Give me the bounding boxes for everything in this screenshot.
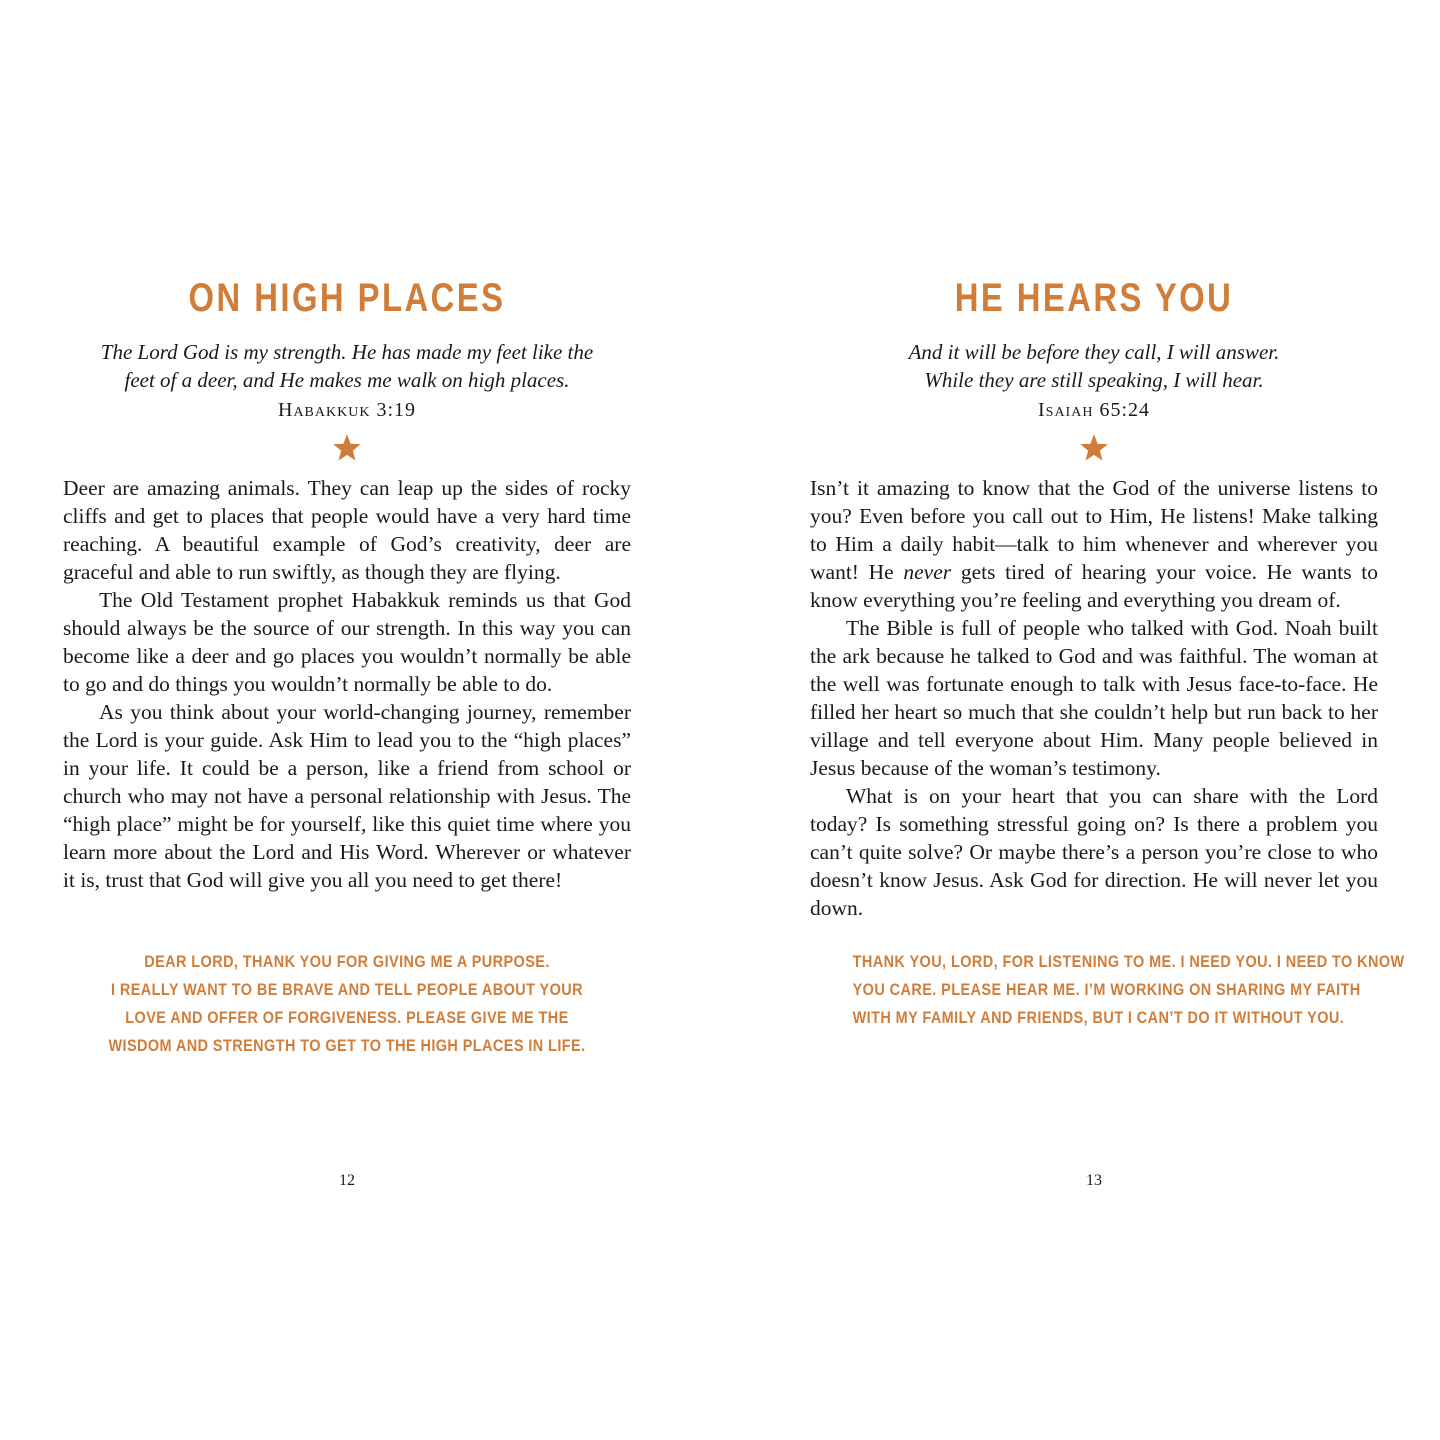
scripture-reference: Habakkuk 3:19 [278, 399, 416, 421]
verse-line: And it will be before they call, I will answer. [908, 340, 1280, 364]
prayer-line: WISDOM AND STRENGTH TO GET TO THE HIGH PLACES IN LIFE. [108, 1036, 586, 1055]
devotional-body [63, 474, 631, 894]
prayer-line: THANK YOU, LORD, FOR LISTENING TO ME. I NEED YOU. I NEED TO KNOW [852, 952, 1405, 971]
page-number: 12 [339, 1172, 355, 1189]
emphasis-text: never [903, 560, 952, 584]
prayer-line: WITH MY FAMILY AND FRIENDS, BUT I CAN’T DO IT WITHOUT YOU. [852, 1008, 1345, 1027]
scripture-verse [63, 338, 631, 394]
verse-line: While they are still speaking, I will hear. [924, 368, 1264, 392]
paragraph: The Old Testament prophet Habakkuk reminds us that God should always be the source of our strength. In this way you can become like a deer and go places you wouldn’t normally be able to go and do things you wouldn’t normally be able to do. [63, 588, 631, 696]
prayer-line: YOU CARE. PLEASE HEAR ME. I’M WORKING ON SHARING MY FAITH [852, 980, 1361, 999]
star-icon [1079, 433, 1109, 463]
prayer-line: LOVE AND OFFER OF FORGIVENESS. PLEASE GIVE ME THE [125, 1008, 569, 1027]
devotional-body [810, 474, 1378, 922]
star-icon [332, 433, 362, 463]
page-number: 13 [1086, 1172, 1102, 1189]
paragraph: The Bible is full of people who talked with God. Noah built the ark because he talked to God and was faithful. The woman at the well was fortunate enough to talk with Jesus face-to-face. He filled her heart so much that she couldn’t help but run back to her village and tell everyone about Him. Many people believed in Jesus because of the woman’s testimony. [810, 616, 1378, 780]
scripture-verse [810, 338, 1378, 394]
paragraph: As you think about your world-changing journey, remember the Lord is your guide. Ask Him to lead you to the “high places” in your life. It could be a person, like a friend from school or church who may not have a personal relationship with Jesus. The “high place” might be for yourself, like this quiet time where you learn more about the Lord and His Word. Wherever or whatever it is, trust that God will give you all you need to get there! [63, 700, 631, 892]
prayer-line: DEAR LORD, THANK YOU FOR GIVING ME A PURPOSE. [144, 952, 550, 971]
page-title: HE HEARS YOU [954, 276, 1234, 320]
paragraph: What is on your heart that you can share with the Lord today? Is something stressful going on? Is there a problem you can’t quite solve? Or maybe there’s a person you’re close to who doesn’t know Jesus. Ask God for direction. He will never let you down. [810, 784, 1378, 920]
verse-line: The Lord God is my strength. He has made my feet like the [100, 340, 594, 364]
paragraph-text: gets tired of hearing your voice. He wants to know everything you’re feeling and everything you dream of. [810, 560, 1378, 612]
page-title: ON HIGH PLACES [188, 276, 506, 320]
scripture-reference: Isaiah 65:24 [1038, 399, 1150, 421]
paragraph: Deer are amazing animals. They can leap up the sides of rocky cliffs and get to places that people would have a very hard time reaching. A beautiful example of God’s creativity, deer are graceful and able to run swiftly, as though they are flying. [63, 476, 631, 584]
prayer-line: I REALLY WANT TO BE BRAVE AND TELL PEOPLE ABOUT YOUR [111, 980, 583, 999]
verse-line: feet of a deer, and He makes me walk on high places. [124, 368, 570, 392]
prayer [852, 948, 1405, 1032]
paragraph [810, 474, 1378, 614]
paragraph-text: Isn’t it amazing to know that the God of the universe listens to you? Even before you call out to Him, He listens! Make talking to Him a daily habit—talk to him whenever and wherever you want! He [810, 476, 1378, 584]
prayer [106, 948, 589, 1060]
